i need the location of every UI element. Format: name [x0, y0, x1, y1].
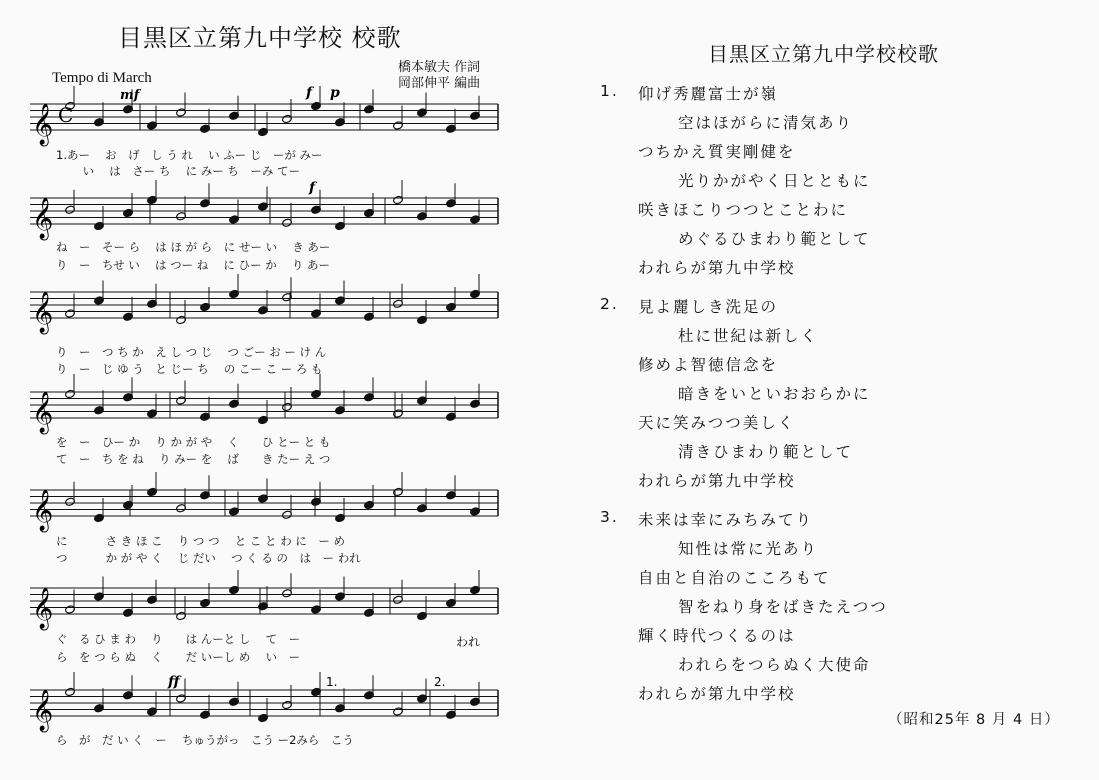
dynamic-f-2: f	[309, 180, 316, 196]
composer-credit: 岡部伸平 編曲	[398, 76, 481, 91]
verse-line: 空はほがらに清気あり	[678, 114, 854, 132]
lyric-line: 1.あー お げ し う れ い ふー じ ーが みー	[56, 148, 323, 162]
lyrics-title: 目黒区立第九中学校校歌	[708, 42, 939, 66]
lyric-line: り ー じ ゆ う と じー ち の こー こ ー ろ も	[56, 362, 323, 376]
verse-line: 杜に世紀は新しく	[678, 327, 819, 345]
verse-line: 暗きをいといおおらかに	[678, 385, 871, 403]
verse-number: 3.	[600, 508, 619, 526]
verse-line: 見よ麗しき洗足の	[638, 298, 779, 316]
dynamic-p: p	[330, 85, 340, 101]
dynamic-mf: mf	[120, 88, 140, 103]
lyricist-credit: 橋本敏夫 作詞	[398, 60, 481, 75]
staff-system	[30, 274, 498, 334]
ending-1: 1.	[326, 675, 338, 689]
verse-line: 知性は常に光あり	[678, 540, 819, 558]
tempo-marking: Tempo di March	[52, 70, 152, 86]
treble-clef-icon: 𝄞	[32, 292, 54, 333]
verse-line: われらが第九中学校	[638, 472, 796, 490]
verse-line: 自由と自治のこころもて	[638, 569, 831, 587]
lyric-line: い は さー ち に みー ち ーみ てー	[56, 164, 301, 178]
verse-line: 光りかがやく日とともに	[678, 172, 871, 190]
verse-number: 2.	[600, 295, 619, 313]
staff-system	[30, 472, 498, 532]
staff-system	[30, 672, 498, 732]
treble-clef-icon: 𝄞	[32, 490, 54, 531]
verse-line: 智をねり身をばきたえつつ	[678, 598, 888, 616]
score-panel	[0, 0, 540, 780]
staff-system	[30, 86, 498, 146]
verse-line: 咲きほこりつつとことわに	[638, 201, 849, 219]
treble-clef-icon: 𝄞	[32, 392, 54, 433]
verse-line: 輝く時代つくるのは	[638, 627, 796, 645]
verse-line: われらをつらぬく大使命	[678, 656, 871, 674]
ending-2: 2.	[434, 675, 446, 689]
dynamic-ff: ff	[168, 674, 180, 690]
lyric-line: を ー ひー か り か が や く ひ とー と も	[56, 435, 331, 449]
lyric-line: て ー ち を ね り みー を ば き たー え つ	[56, 452, 331, 466]
verse-line: めぐるひまわり範として	[678, 230, 871, 248]
verse-number: 1.	[600, 82, 619, 100]
verse-line: 天に笑みつつ美しく	[638, 414, 796, 432]
lyric-line: り ー つ ち か え し つ じ つ ごー お ー け ん	[56, 345, 327, 359]
staff-system	[30, 374, 498, 434]
verse-line: 修めよ智徳信念を	[638, 356, 779, 374]
treble-clef-icon: 𝄞	[32, 588, 54, 629]
verse-line: つちかえ質実剛健を	[638, 143, 796, 161]
lyrics-panel	[560, 0, 1099, 780]
treble-clef-icon: 𝄞	[32, 690, 54, 731]
treble-clef-icon: 𝄞	[32, 104, 54, 145]
treble-clef-icon: 𝄞	[32, 198, 54, 239]
lyric-line: ぐ る ひ ま わ り は んーと し て ー	[56, 632, 301, 646]
lyric-line: ね ー そー ら は ほ が ら に せー い き あー	[56, 240, 331, 254]
verse-line: 清きひまわり範として	[678, 443, 854, 461]
bracket-text: われ	[456, 635, 481, 649]
lyric-line: ら を つ ら ぬ く だ いーし め い ー	[56, 650, 301, 664]
score-title: 目黒区立第九中学校 校歌	[118, 24, 402, 52]
lyric-line: に さ き ほ こ り つ つ と こ と わ に ー め	[56, 534, 346, 548]
date-note: （昭和25年 8 月 4 日）	[888, 712, 1060, 728]
dynamic-f: f	[306, 85, 313, 101]
lyric-line: つ か が や く じ だい つ く る の は ー われ	[56, 551, 361, 565]
verse-line: われらが第九中学校	[638, 685, 796, 703]
staff-system	[30, 180, 498, 240]
lyric-line: ら が だ い く ー ちゅうがっ こう ー2みら こう	[56, 733, 354, 747]
staff-system	[30, 570, 498, 630]
time-signature: C	[58, 103, 74, 127]
verse-line: 未来は幸にみちみてり	[638, 511, 814, 529]
verse-line: われらが第九中学校	[638, 259, 796, 277]
lyric-line: り ー ちせ い は つー ね に ひー か り あー	[56, 258, 331, 272]
verse-line: 仰げ秀麗富士が嶺	[638, 85, 779, 103]
